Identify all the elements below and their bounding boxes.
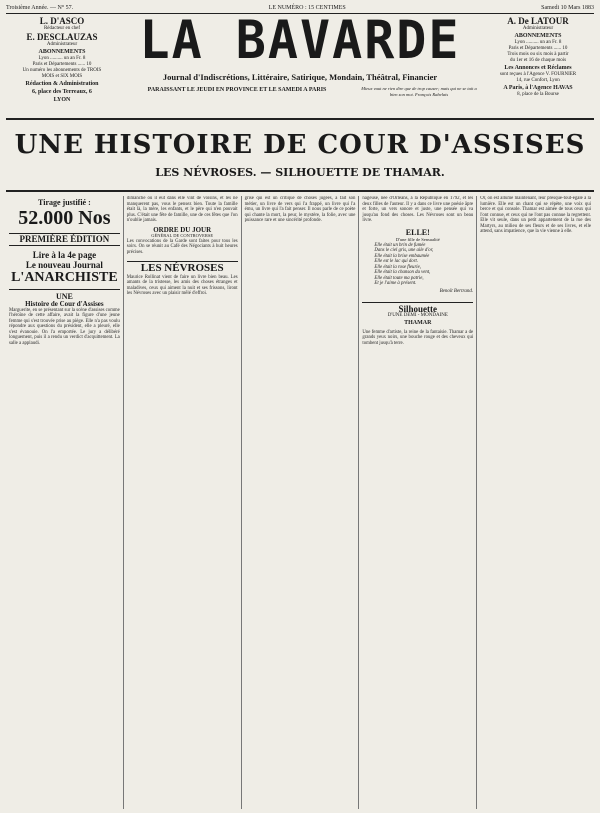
divider — [6, 118, 594, 120]
column-3 — [242, 196, 360, 809]
divider — [6, 190, 594, 192]
column-text: Or, on est allumé maintenant, leur presque-tout-égale à la lumière. Elle est un chant qui se répète, une voix qui berce et qui console. Thamar est aimée de tous ceux qui l'ont connue, et ceux qui ne l'ont pas connue la regrettent. Elle vit seule, dans un petit appartement de la rue des Martyrs, au milieu de ses fleurs et de ses livres, et elle attend, sans impatience, que la vie vienne à elle. — [480, 196, 591, 234]
anarchiste-title: L'ANARCHISTE — [9, 270, 120, 290]
redaction-address: 6, place des Terreaux, 6 — [32, 89, 92, 95]
abonnements-label: ABONNEMENTS — [514, 33, 562, 39]
abonnement-line: MOIS et SIX MOIS — [41, 74, 83, 79]
sub-headline: LES NÉVROSES. — SILHOUETTE DE THAMAR. — [155, 166, 445, 179]
poem-subtitle: D'une fille de Sensualité — [395, 237, 440, 242]
poem-signature: Benoît Bertrand. — [439, 288, 474, 294]
journal-notice: Le nouveau Journal — [25, 260, 103, 270]
poem-title: ELLE! — [405, 227, 430, 237]
masthead-subtitle: Journal d'Indiscrétions, Littéraire, Satirique, Mondain, Théâtral, Financier — [162, 72, 438, 82]
poem-line: Elle était toute ma patrie, — [374, 275, 424, 281]
annonces-agency: sont reçues à l'Agence V. FOURNIER — [499, 72, 577, 77]
silhouette-name: THAMAR — [404, 320, 432, 326]
issue-number: Troisième Année. — N° 57. — [6, 4, 74, 11]
story-kicker: UNE — [55, 292, 73, 301]
tirage-label: Tirage justifié : — [38, 198, 91, 207]
paris-agency: A Paris, à l'Agence HAVAS — [503, 85, 573, 91]
story-text: Marguerite, en se présentant sur la scène d'assises comme l'héroïne de cette affaire, avait la figure d'une jeune femme qui s'est trouvée prise au piège. Elle n'a pas voulu répondre aux questions du président, elle a pleuré, elle s'est évanouie. On l'a emportée. Le jury a délibéré longuement, puis il a rendu un verdict d'acquittement. La salle a applaudi. — [9, 307, 120, 346]
abonnement-line: du 1er et 16 de chaque mois — [509, 58, 567, 63]
annonces-address: 14, rue Confort, Lyon — [516, 78, 560, 83]
poem-line: Elle était la brise embaumée — [374, 253, 430, 259]
left-header-box — [6, 16, 118, 104]
redaction-label: Rédaction & Administration — [25, 81, 99, 87]
silhouette-title: Silhouette — [362, 302, 473, 313]
abonnements-label: ABONNEMENTS — [38, 49, 86, 55]
column-2 — [124, 196, 242, 809]
poem-body — [374, 243, 473, 287]
editor-role: Rédacteur en chef — [43, 26, 81, 31]
column-text: dimanche où il eut dans elle vint de voisins, et les ne manquerent pas, vous le pensez bien. Toute la famille était là, la mère, les enfants, et le père qui n'en pouvait plus. C'était une fête de famille, une de ces fêtes que l'on n'oublie jamais. — [126, 196, 238, 223]
masthead-tagline: PARAISSANT LE JEUDI EN PROVINCE ET LE SAMEDI A PARIS — [147, 87, 327, 93]
abonnement-line: Lyon .......... un an Fr. 8 — [38, 56, 86, 61]
ordre-title: ORDRE DU JOUR — [153, 225, 212, 234]
lire-notice: Lire à la 4e page — [32, 250, 97, 260]
abonnement-line: Un numéro les abonnements de TROIS — [22, 68, 102, 73]
ordre-text: Les convocations de la Garde sont faites pour tous les soirs. On se réunit au Café des Négociants à huit heures précises. — [126, 238, 238, 255]
abonnement-line: Lyon .......... un an Fr. 8 — [514, 40, 562, 45]
edition-label: PREMIÈRE ÉDITION — [9, 234, 120, 247]
abonnement-line: Trois mois ou six mois à partir — [507, 52, 569, 57]
column-5 — [477, 196, 594, 809]
main-headline: UNE HISTOIRE DE COUR D'ASSISES — [14, 130, 586, 160]
paris-address: 8, place de la Bourse — [517, 92, 559, 97]
price: LE NUMÉRO : 15 CENTIMES — [268, 4, 346, 11]
poem-line: Elle était un brin de fumée — [374, 242, 426, 248]
abonnement-line: Paris et Départements ...... 10 — [508, 46, 568, 51]
nevroses-text: Maurice Rollinat vient de faire un livre bien beau. Les amants de la tristesse, les amis des choses étranges et maladives, ceux qui aiment la nuit et ses frissons, liront les Névroses avec un plaisir mêlé d'effroi. — [126, 274, 238, 296]
column-text: grise qui est un critique de choses jugées, a fait son métier, un livre de vers qui l'a frappé, un livre qui l'a ému, un livre qui l'a fait penser. Il nous parle de ce poète qui chante la mort, la peur, le mystère, la folie, avec une puissance rare et une sincérité profonde. — [244, 196, 356, 223]
admin-role: Administrateur — [46, 42, 78, 47]
poem-line: Dans le ciel gris, une aile d'or, — [374, 248, 434, 253]
ordre-subtitle: GÉNÉRAL DE CONTROVERSE — [151, 233, 214, 238]
poem-line: Elle est le lac qui dort. — [374, 259, 419, 264]
administrator-name: A. De LATOUR — [507, 16, 569, 26]
story-title: Histoire de Cour d'Assises — [25, 299, 104, 308]
article-columns — [6, 196, 594, 809]
annonces-label: Les Annonces et Réclames — [504, 65, 572, 71]
masthead-title: LA BAVARDE — [139, 9, 461, 71]
right-header-box — [482, 16, 594, 98]
poem-line: Et je l'aime à présent. — [374, 281, 417, 286]
silhouette-text: Une femme d'artiste, la reine de la fantaisie. Thamar a de grands yeux noirs, une bouche rouge et des cheveux qui tombent jusqu'à terre. — [362, 329, 474, 346]
tirage-number: 52.000 Nos — [9, 206, 120, 234]
column-1 — [6, 196, 124, 809]
abonnement-line: Paris et Départements ...... 10 — [32, 62, 92, 67]
editor-name: L. D'ASCO — [39, 16, 85, 26]
nevroses-title: LES NÉVROSES — [127, 261, 238, 272]
masthead-motto: Mieux vaut ne rien dire que de trop causer; mais qui ne se tait a bien son mot. François Rabelais — [361, 86, 477, 97]
poem-line: Elle était la rose fleurie, — [374, 264, 421, 270]
poem-line: Elle était la chanson du vent, — [374, 270, 431, 275]
column-4 — [359, 196, 477, 809]
administrator-role: Administrateur — [522, 26, 554, 31]
issue-date: Samedi 10 Mars 1883 — [541, 4, 594, 11]
column-text: nageuse, née d'Orléans, à la République en 1792, et les deux filles de l'auteur. Il y a dans ce livre une poésie âpre et forte, un vers sonore et juste, une pensée qui va jusqu'au fond des choses. Les Névroses sont un beau livre. — [362, 196, 474, 223]
silhouette-subtitle: D'UNE DEMI - MONDAINE — [387, 312, 448, 318]
admin-name: E. DESCLAUZAS — [26, 32, 98, 42]
redaction-city: LYON — [53, 97, 71, 103]
